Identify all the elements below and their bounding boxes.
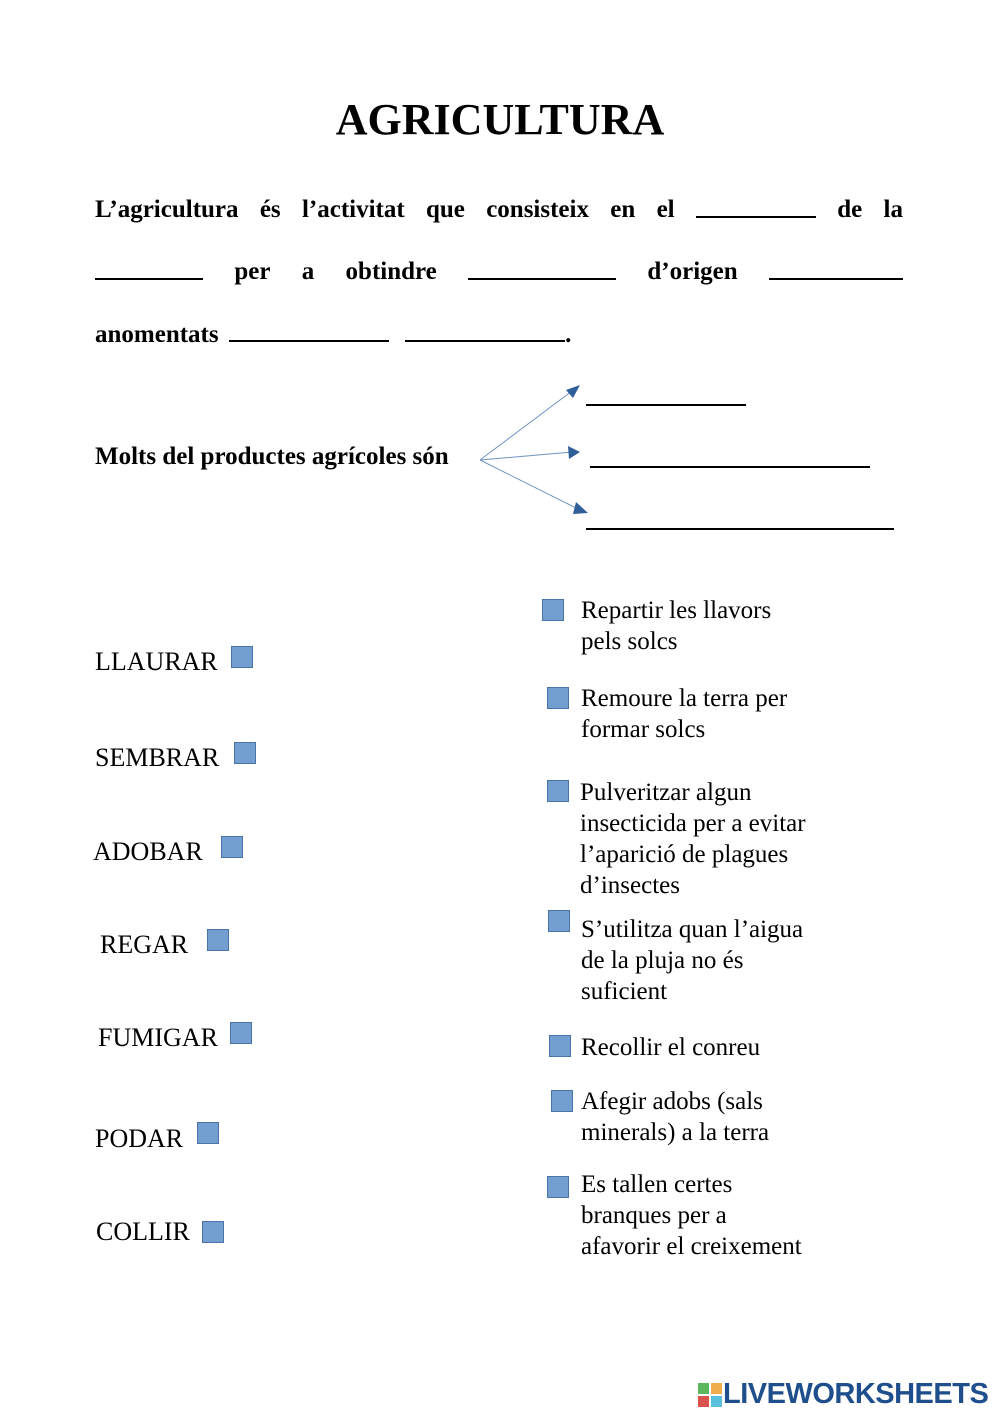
product-blank-2[interactable] <box>590 466 870 468</box>
sentence-line-1 <box>95 196 903 224</box>
term-adobar: ADOBAR <box>93 837 203 866</box>
word: L’agricultura <box>95 196 239 223</box>
term-sembrar: SEMBRAR <box>95 743 220 772</box>
word: el <box>656 196 675 223</box>
term-regar: REGAR <box>100 930 189 959</box>
match-box-collir[interactable] <box>202 1221 224 1243</box>
definition-6: Afegir adobs (sals minerals) a la terra <box>581 1088 770 1146</box>
sentence-line-2 <box>95 258 903 286</box>
term-podar: PODAR <box>95 1124 184 1153</box>
word: anomentats <box>95 321 219 348</box>
match-box-def-3[interactable] <box>547 780 569 802</box>
word: d’origen <box>647 258 738 285</box>
arrowhead-middle <box>568 446 580 459</box>
match-box-def-4[interactable] <box>548 910 570 932</box>
definition-5: Recollir el conreu <box>581 1034 761 1061</box>
definition-7: Es tallen certes branques per a afavorir el creixement <box>581 1171 802 1260</box>
product-blank-1[interactable] <box>586 404 746 406</box>
blank-input-2[interactable] <box>95 258 203 280</box>
word: en <box>610 196 636 223</box>
arrows-diagram <box>470 380 610 520</box>
word: per <box>234 258 271 285</box>
blank-input-6[interactable] <box>405 320 565 342</box>
term-llaurar: LLAURAR <box>95 647 218 676</box>
match-box-adobar[interactable] <box>221 836 243 858</box>
definition-2: Remoure la terra per formar solcs <box>581 685 788 743</box>
match-box-def-7[interactable] <box>547 1176 569 1198</box>
word: a <box>301 258 315 285</box>
word: que <box>425 196 465 223</box>
match-box-def-6[interactable] <box>551 1090 573 1112</box>
match-box-def-5[interactable] <box>549 1035 571 1057</box>
match-box-def-2[interactable] <box>547 687 569 709</box>
brand-logo <box>697 1378 988 1411</box>
arrowhead-bottom <box>573 502 588 514</box>
definition-1: Repartir les llavors pels solcs <box>581 597 772 655</box>
term-collir: COLLIR <box>96 1217 190 1246</box>
product-blank-3[interactable] <box>586 528 894 530</box>
brand-name: LIVEWORKSHEETS <box>723 1378 989 1410</box>
word: consisteix <box>486 196 589 223</box>
blank-input-4[interactable] <box>769 258 903 280</box>
blank-input-5[interactable] <box>229 320 389 342</box>
word: obtindre <box>345 258 437 285</box>
word: la <box>883 196 903 223</box>
period: . <box>565 321 572 348</box>
arrowhead-top <box>566 385 580 398</box>
match-box-llaurar[interactable] <box>231 646 253 668</box>
term-fumigar: FUMIGAR <box>98 1023 218 1052</box>
blank-input-3[interactable] <box>468 258 616 280</box>
match-box-def-1[interactable] <box>542 599 564 621</box>
arrow-line-bottom <box>480 460 580 510</box>
liveworksheets-icon <box>697 1382 723 1408</box>
word: és <box>259 196 281 223</box>
match-box-podar[interactable] <box>197 1122 219 1144</box>
arrow-line-top <box>480 388 576 460</box>
match-box-fumigar[interactable] <box>230 1022 252 1044</box>
word: de <box>837 196 863 223</box>
page-title: AGRICULTURA <box>335 95 665 144</box>
arrow-line-middle <box>480 452 572 460</box>
word: l’activitat <box>301 196 405 223</box>
sentence-line-3 <box>95 320 571 349</box>
match-box-regar[interactable] <box>207 929 229 951</box>
definition-3: Pulveritzar algun insecticida per a evitar l’aparició de plagues d’insectes <box>580 779 806 899</box>
blank-input-1[interactable] <box>696 196 816 218</box>
definition-4: S’utilitza quan l’aigua de la pluja no és suficient <box>581 916 804 1005</box>
products-label: Molts del productes agrícoles són <box>95 443 449 470</box>
match-box-sembrar[interactable] <box>234 742 256 764</box>
